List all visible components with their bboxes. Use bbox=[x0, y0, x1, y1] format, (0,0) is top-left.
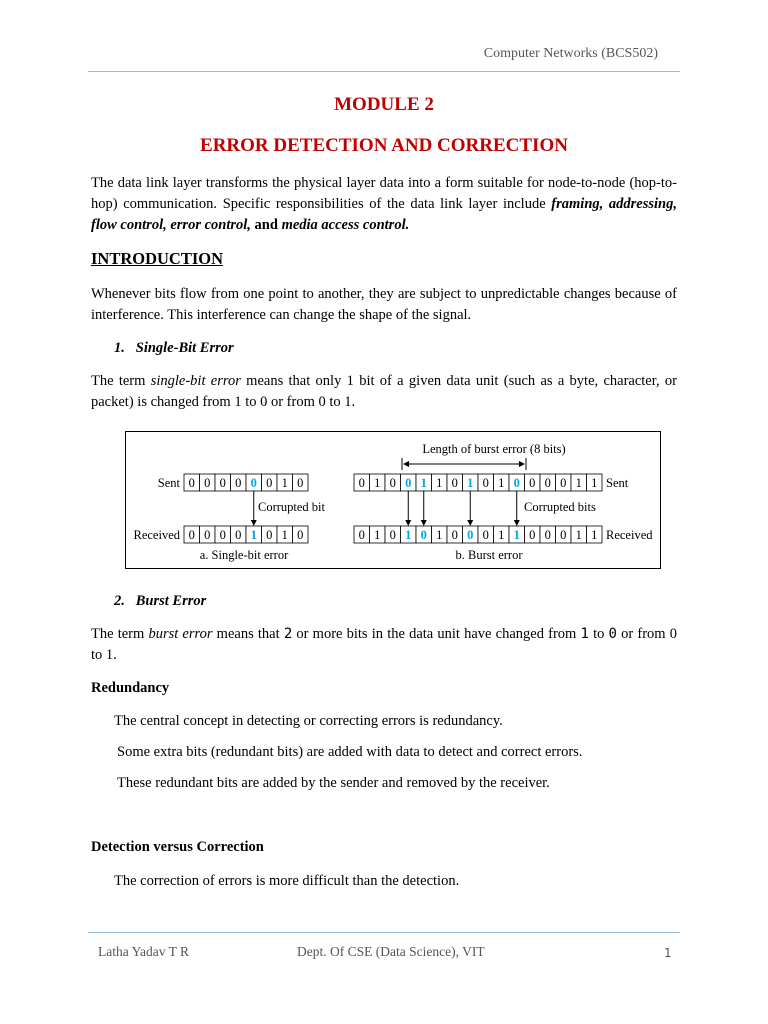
corruption-arrow-head bbox=[421, 520, 427, 526]
redundancy-item: These redundant bits are added by the sender and removed by the receiver. bbox=[117, 775, 550, 791]
single-sent-bit: 0 bbox=[204, 476, 211, 490]
error-figure bbox=[125, 431, 661, 569]
single-received-label: Received bbox=[133, 528, 180, 542]
corruption-arrow-head bbox=[467, 520, 473, 526]
redundancy-item: The central concept in detecting or correcting errors is redundancy. bbox=[114, 713, 503, 729]
single-sent-bit: 0 bbox=[219, 476, 226, 490]
single-received-bit: 0 bbox=[297, 528, 304, 542]
single-sent-bit: 0 bbox=[188, 476, 195, 490]
single-sent-label: Sent bbox=[157, 476, 180, 490]
running-header: Computer Networks (BCS502) bbox=[483, 46, 658, 61]
burst-sent-bit: 1 bbox=[591, 476, 598, 490]
burst-sent-bit: 0 bbox=[358, 476, 365, 490]
burst-received-bit: 1 bbox=[591, 528, 598, 542]
single-received-bit: 0 bbox=[204, 528, 211, 542]
burst-received-bit: 1 bbox=[374, 528, 381, 542]
burst-sent-bit: 1 bbox=[498, 476, 505, 490]
burst-received-bit: 1 bbox=[436, 528, 443, 542]
footer-rule bbox=[88, 932, 680, 933]
single-sent-bit: 0 bbox=[250, 476, 257, 490]
single-received-bit: 1 bbox=[281, 528, 288, 542]
single-received-bit: 0 bbox=[266, 528, 273, 542]
caption-burst: b. Burst error bbox=[455, 548, 523, 562]
redundancy-heading: Redundancy bbox=[91, 680, 170, 696]
burst-received-bit: 1 bbox=[575, 528, 582, 542]
burst-received-bit: 0 bbox=[467, 528, 474, 542]
single-received-bit: 0 bbox=[188, 528, 195, 542]
corrupted-bits-label: Corrupted bits bbox=[524, 500, 596, 514]
burst-sent-bit: 0 bbox=[513, 476, 520, 490]
burst-received-bit: 0 bbox=[529, 528, 536, 542]
burst-sent-bit: 0 bbox=[389, 476, 396, 490]
header-rule bbox=[88, 71, 680, 72]
burst-length-label: Length of burst error (8 bits) bbox=[422, 442, 566, 456]
burst-received-bit: 0 bbox=[389, 528, 396, 542]
burst-sent-bit: 0 bbox=[482, 476, 489, 490]
burst-heading: 2. Burst Error bbox=[114, 593, 207, 609]
footer-dept: Dept. Of CSE (Data Science), VIT bbox=[297, 944, 485, 959]
error-diagram bbox=[126, 432, 660, 568]
burst-sent-bit: 0 bbox=[405, 476, 412, 490]
single-bit-paragraph: The term single-bit error means that only 1 bit of a given data unit (such as a byte, character, or packet) is changed from 1 to 0 or from 0 to 1. bbox=[91, 373, 677, 410]
burst-received-bit: 1 bbox=[513, 528, 520, 542]
burst-sent-bit: 1 bbox=[436, 476, 443, 490]
burst-sent-bit: 1 bbox=[575, 476, 582, 490]
corruption-arrow-head bbox=[405, 520, 411, 526]
single-sent-bit: 0 bbox=[297, 476, 304, 490]
burst-received-bit: 0 bbox=[451, 528, 458, 542]
burst-arrow-right bbox=[519, 461, 525, 467]
introduction-paragraph: Whenever bits flow from one point to another, they are subject to unpredictable changes because of interference. This interference can change the shape of the signal. bbox=[91, 286, 677, 323]
chapter-title: ERROR DETECTION AND CORRECTION bbox=[200, 135, 568, 156]
single-received-bit: 1 bbox=[250, 528, 257, 542]
single-sent-bit: 0 bbox=[235, 476, 242, 490]
intro-paragraph: The data link layer transforms the physical layer data into a form suitable for node-to-node (hop-to-hop) communication. Specific responsibilities of the data link layer include framing, addressing, flow control, error control, and media access control. bbox=[91, 175, 677, 233]
single-received-bit: 0 bbox=[235, 528, 242, 542]
detection-item: The correction of errors is more difficult than the detection. bbox=[114, 873, 460, 889]
burst-sent-bit: 0 bbox=[529, 476, 536, 490]
corrupted-bit-label: Corrupted bit bbox=[258, 500, 326, 514]
single-sent-bit: 1 bbox=[281, 476, 288, 490]
burst-received-bit: 0 bbox=[560, 528, 567, 542]
burst-sent-bit: 0 bbox=[451, 476, 458, 490]
burst-sent-bit: 0 bbox=[560, 476, 567, 490]
corruption-arrow-head bbox=[251, 520, 257, 526]
burst-received-bit: 1 bbox=[498, 528, 505, 542]
module-title: MODULE 2 bbox=[334, 94, 434, 115]
burst-sent-bit: 1 bbox=[420, 476, 427, 490]
introduction-heading: INTRODUCTION bbox=[91, 249, 224, 268]
burst-received-bit: 1 bbox=[405, 528, 412, 542]
single-sent-bit: 0 bbox=[266, 476, 273, 490]
detection-heading: Detection versus Correction bbox=[91, 839, 264, 855]
single-bit-heading: 1. Single-Bit Error bbox=[114, 340, 234, 356]
burst-received-bit: 0 bbox=[544, 528, 551, 542]
burst-sent-label: Sent bbox=[606, 476, 629, 490]
burst-received-bit: 0 bbox=[358, 528, 365, 542]
footer-author: Latha Yadav T R bbox=[98, 944, 189, 959]
single-received-bit: 0 bbox=[219, 528, 226, 542]
burst-received-bit: 0 bbox=[420, 528, 427, 542]
burst-arrow-left bbox=[403, 461, 409, 467]
corruption-arrow-head bbox=[514, 520, 520, 526]
caption-single: a. Single-bit error bbox=[199, 548, 289, 562]
burst-sent-bit: 0 bbox=[544, 476, 551, 490]
burst-sent-bit: 1 bbox=[374, 476, 381, 490]
redundancy-item: Some extra bits (redundant bits) are added with data to detect and correct errors. bbox=[117, 744, 583, 760]
burst-received-label: Received bbox=[606, 528, 653, 542]
burst-sent-bit: 1 bbox=[467, 476, 474, 490]
page-number: 1 bbox=[664, 946, 672, 960]
burst-received-bit: 0 bbox=[482, 528, 489, 542]
burst-paragraph: The term burst error means that 2 or more bits in the data unit have changed from 1 to 0 or from 0 to 1. bbox=[91, 626, 678, 663]
